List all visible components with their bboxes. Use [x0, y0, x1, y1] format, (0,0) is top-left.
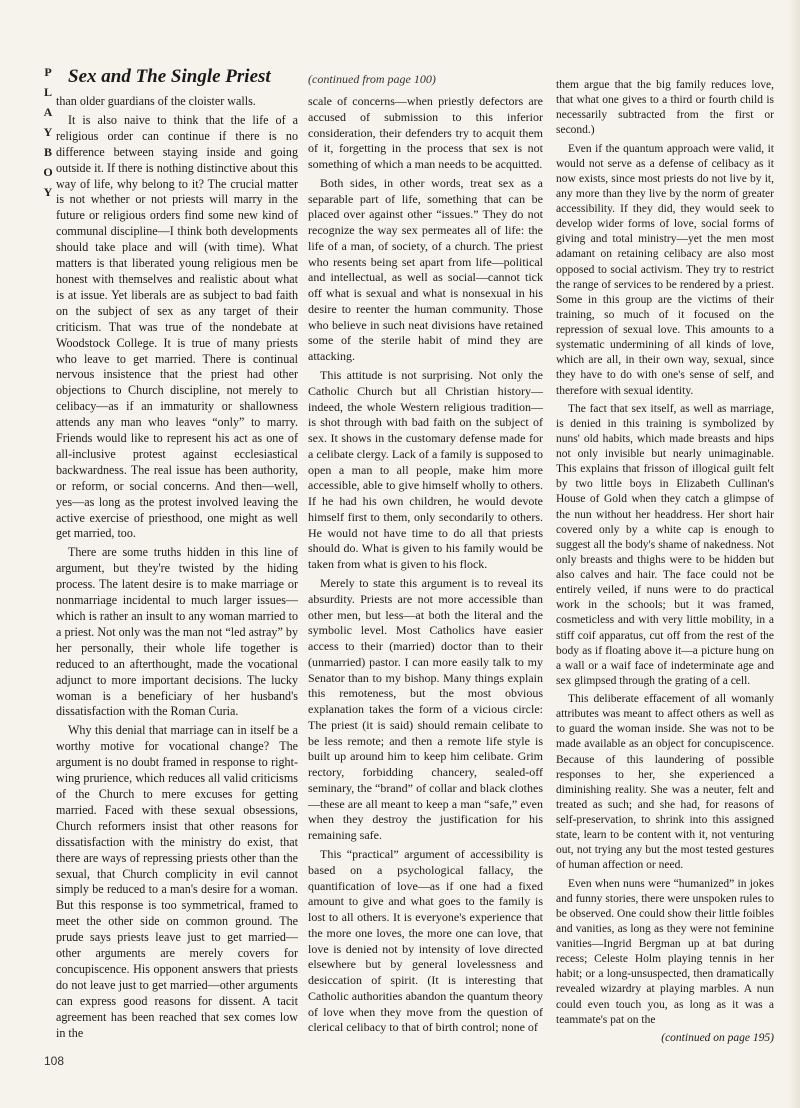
- body-paragraph: It is also naive to think that the life of a religious order can continue if there is no difference between staying inside and going outside it. If there is nothing distinctive about this way of life, why belong to it? The crucial matter is not whether or not priests will marry in the future or religious orders find some new kind of communal discipline—I think both developments should take place and will (with time). What matters is that liberated young religious men be honest with themselves and realistic about what is at issue. Yet liberals are as subject to bad faith on the subject of sex as any target of their criticism. That was true of the nondebate at Woodstock College. It is true of many priests who leave to get married. There is continual nervous insistence that the priest had other objections to Church discipline, not merely to celibacy—as if an immaturity or shallowness attends any man who leaves “only” to marry. Friends would like to represent his act as one of all-inclusive protest against ecclesiastical backwardness. The real issue has been authority, or reform, or social concerns. And then—well, yes—as long as the protest involved leaving the active exercise of priesthood, one might as well get married, too.: [56, 112, 298, 541]
- body-paragraph: This attitude is not surprising. Not only the Catholic Church but all Christian history—indeed, the whole Western religious tradition—is shot through with bad faith on the subject of sex. It shows in the customary defense made for a celibate clergy. Lack of a family is supposed to open a man to all people, make him more accessible, able to give himself wholly to others. If he had his own children, he would devote himself first to them, only secondarily to others. He would not have time to do all that priests should do. What is given to his family would be taken from what is given to his flock.: [308, 368, 543, 572]
- body-paragraph: Even when nuns were “humanized” in jokes and funny stories, there were unspoken rules to be observed. One could show their little foibles and vanities, as long as they were not feminine vanities—Ingrid Bergman up at bat during recess; Celeste Holm playing tennis in her habit; or a long-unsuspected, then dramatically revealed wizardry at playing marbles. A nun could even touch you, as long as it was a teammate's pat on the: [556, 877, 774, 1026]
- body-paragraph: Why this denial that marriage can in itself be a worthy motive for vocational change? The argument is no doubt framed in response to right-wing prurience, which reduces all valid criticisms of the Church to mere excuses for getting married. Faced with these sexual obsessions, Church reformers insist that other reasons for dissatisfaction with the ministry do exist, that there are ways of repressing priests other than the sexual, that Church complicity in evil cannot simply be reduced to a man's desire for a woman. But this response is too symmetrical, framed to meet the other side on common ground. The prude says priests leave just to get married—other arguments are merely covers for concupiscence. His opponent answers that priests do not leave just to get married—other arguments can express good reasons for dissent. A tacit agreement has been reached that sex comes low in the: [56, 723, 298, 1040]
- column-3: [556, 78, 774, 1046]
- column-1: [56, 94, 298, 1044]
- body-paragraph: Even if the quantum approach were valid, it would not serve as a defense of celibacy as it now exists, since most priests do not live by it, any more than they live by the norm of greater accessibility. If they did, they would seek to develop wider forms of love, social forms of giving and total ministry—yet the men most adamant on retaining celibacy are also most opposed to social activism. They try to restrict the range of services to be rendered by a priest. Some in this group are the victims of their training, so much of it focused on the repression of sexual love. This amounts to a systematic undermining of all kinds of love, which are all, in their own way, sexual, since they have to do with one's sense of self, and therefore with sexual identity.: [556, 142, 774, 397]
- body-paragraph: than older guardians of the cloister walls.: [56, 94, 256, 108]
- spine-letter: Y: [43, 185, 53, 199]
- page-edge-shadow: [788, 0, 800, 1108]
- spine-letter: Y: [43, 125, 53, 139]
- body-paragraph: Merely to state this argument is to reveal its absurdity. Priests are not more accessible than other men, but less—at both the literal and the symbolic level. Most Catholics have easier access to their (married) doctor than to their (unmarried) pastor. I can more easily talk to my Senator than to my bishop. Many things explain this remoteness, but the most obvious explanation takes the form of a vicious circle: The priest (it is said) should remain celibate to be less remote; and then a remote life style is built up around him to keep him celibate. Grim rectory, forbidding chancery, sealed-off seminary, the “brand” of collar and black clothes—these are all meant to keep a man “safe,” even when they destroy the justification for his remaining safe.: [308, 575, 543, 843]
- body-paragraph: The fact that sex itself, as well as marriage, is denied in this training is symbolized by nuns' old habits, which made breasts and hips not only invisible but nearly unimaginable. This explains that frisson of illogical guilt felt by two little boys in Elizabeth Cullinan's House of Gold when they catch a glimpse of the nun without her headdress. Her short hair covered only by a white cap is enough to suggest all the body's shame of nakedness. Not only breasts and thighs were to be hidden but also calves and hair. The face could not be entirely veiled, if nuns were to do practical work in the schools; but it was framed, cosmeticless and with very little mobility, in a stiff coif apparatus, cut off from the rest of the body as if floating above it—a picture hung on a wall or a waif face of indeterminate age and sex glimpsed through the grating of a cell.: [556, 402, 774, 687]
- body-paragraph: them argue that the big family reduces love, that what one gives to a third or fourth child is necessarily subtracted from the first or second.): [556, 79, 774, 137]
- column-2: [308, 94, 543, 1039]
- continued-from-note: (continued from page 100): [308, 72, 436, 86]
- continued-on-note: (continued on page 195): [661, 1031, 774, 1044]
- spine-letter: B: [43, 145, 52, 159]
- body-paragraph: This deliberate effacement of all womanly attributes was meant to affect others as well as to guard the woman inside. She was not to be made available as an object for concupiscence. Because of this laundering of possible responses to her, she experienced a diminishing reality. She was a neuter, felt and treated as such; and she had, for reasons of self-preservation, to shrink into this assigned state, learn to be content with it, not venturing out, not trying any but the most tested gestures of human affection or need.: [556, 693, 774, 872]
- body-paragraph: Both sides, in other words, treat sex as a separable part of life, something that can be placed over against other “issues.” They do not recognize the way sex permeates all of life: the life of a man, of society, of a church. The priest who resents being set apart from life—political and intellectual, as well as social—cannot tick off what is sexual and what is nonsexual in his desire to reenter the human community. Those who believe in such neat divisions have retained some of the sterile habit of mind they are attacking.: [308, 175, 543, 364]
- spine-letter: P: [44, 65, 52, 79]
- body-paragraph: scale of concerns—when priestly defectors are accused of submission to this inferior consideration, their defenders try to acquit them of it, forgetting in the process that sex is not something of which a man needs to be acquitted.: [308, 94, 543, 172]
- article-header: [68, 66, 468, 92]
- body-paragraph: This “practical” argument of accessibility is based on a psychological fallacy, the quantification of love—as if one had a fixed amount to give and what goes to the family is lost to all others. It is everyone's experience that the more one loves, the more one can love, that love is denied not by intensity of love directed elsewhere but by general lovelessness and desiccation of spirit. (It is interesting that Catholic authorities abandon the quantum theory of love when they move from the question of clerical celibacy to that of birth control; none of: [308, 846, 543, 1035]
- spine-letter: A: [43, 105, 53, 119]
- spine-letter: L: [43, 85, 52, 99]
- magazine-spine-label: [38, 62, 58, 202]
- page-number: 108: [44, 1054, 65, 1068]
- body-paragraph: There are some truths hidden in this line of argument, but they're twisted by the hiding process. The latent desire is to make marriage or nonmarriage incidental to much larger issues—which is rather an insult to any woman married to a priest. Not only was the man not “led astray” by her personally, their whole life together is reduced to an afterthought, made the vocational adjunct to more important decisions. The lucky woman is a beneficiary of her husband's dissatisfaction with the Roman Curia.: [56, 545, 298, 719]
- article-title: Sex and The Single Priest: [68, 66, 271, 87]
- spine-letter: O: [43, 165, 53, 179]
